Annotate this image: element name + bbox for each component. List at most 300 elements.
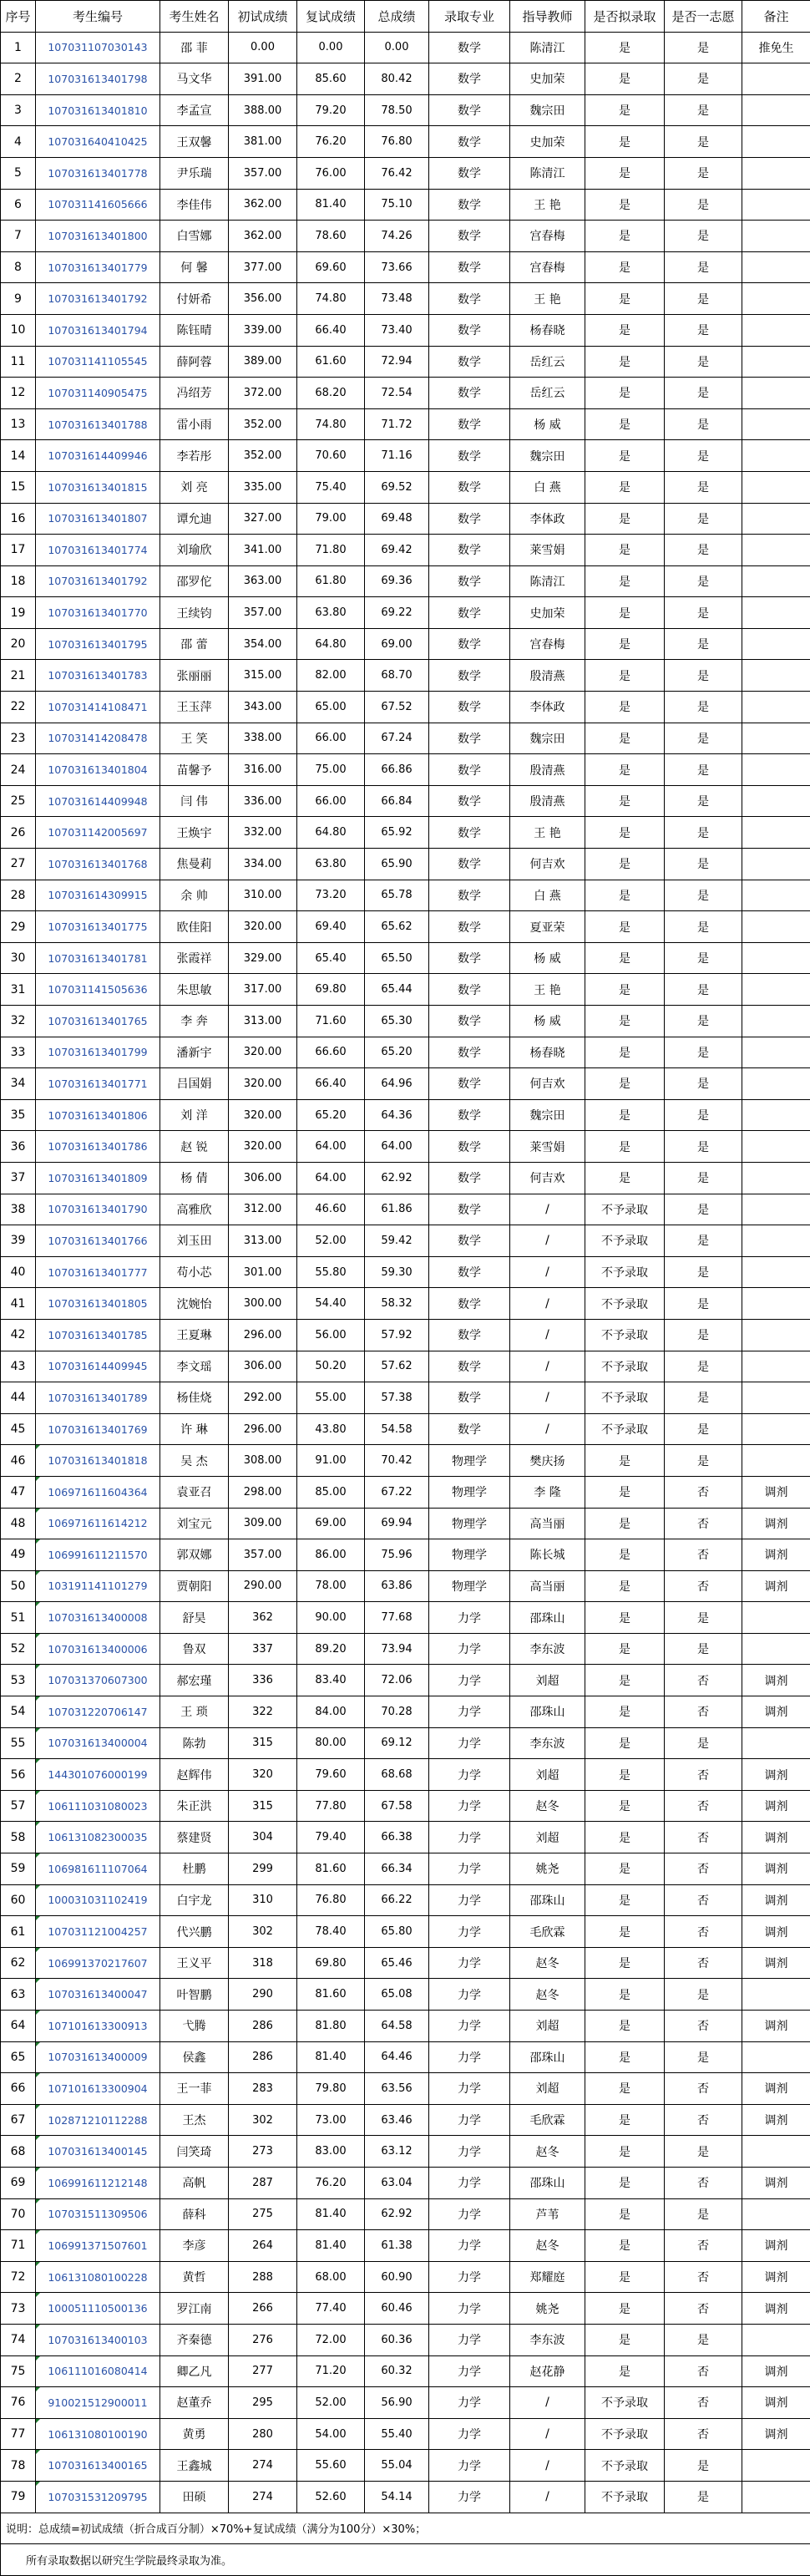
table-row (1, 628, 810, 660)
cell-first-choice: 是 (665, 1727, 742, 1759)
cell-candidate-name: 代兴鹏 (160, 1916, 229, 1948)
cell-advisor: / (510, 1413, 585, 1445)
cell-prelim-score: 295 (229, 2387, 297, 2419)
cell-remarks: 调剂 (742, 1570, 810, 1602)
cell-retest-score: 69.40 (297, 911, 365, 943)
cell-admitted: 是 (585, 660, 665, 692)
cell-retest-score: 91.00 (297, 1445, 365, 1477)
cell-remarks: 调剂 (742, 2011, 810, 2042)
cell-prelim-score: 315.00 (229, 660, 297, 692)
cell-candidate-id: 107031614409948 (36, 785, 160, 817)
table-row (1, 1068, 810, 1100)
cell-first-choice: 是 (665, 2198, 742, 2230)
cell-retest-score: 55.80 (297, 1256, 365, 1288)
cell-major: 数学 (429, 503, 510, 535)
cell-candidate-id: 107031613401809 (36, 1162, 160, 1194)
cell-remarks: 调剂 (742, 2355, 810, 2387)
cell-admitted: 是 (585, 2136, 665, 2168)
cell-major: 数学 (429, 1068, 510, 1100)
table-row (1, 1194, 810, 1225)
cell-prelim-score: 352.00 (229, 408, 297, 440)
cell-retest-score: 81.40 (297, 2198, 365, 2230)
cell-prelim-score: 302 (229, 1916, 297, 1948)
cell-prelim-score: 274 (229, 2481, 297, 2513)
cell-candidate-id: 107031613401795 (36, 628, 160, 660)
table-row (1, 2261, 810, 2293)
cell-total-score: 58.32 (365, 1288, 429, 1320)
cell-admitted: 是 (585, 2261, 665, 2293)
cell-first-choice: 是 (665, 1037, 742, 1068)
cell-candidate-id: 106991611212148 (36, 2167, 160, 2198)
cell-candidate-id: 107031613401810 (36, 94, 160, 126)
table-row (1, 785, 810, 817)
cell-prelim-score: 334.00 (229, 849, 297, 880)
cell-major: 力学 (429, 1979, 510, 2011)
table-row (1, 1696, 810, 1728)
cell-major: 力学 (429, 2355, 510, 2387)
cell-total-score: 55.40 (365, 2418, 429, 2450)
cell-advisor: 姚尧 (510, 1853, 585, 1885)
cell-candidate-name: 叶智鹏 (160, 1979, 229, 2011)
cell-candidate-name: 薛阿蓉 (160, 346, 229, 378)
cell-row-index: 27 (1, 849, 36, 880)
cell-advisor: 芦苇 (510, 2198, 585, 2230)
cell-advisor: 赵冬 (510, 1947, 585, 1979)
cell-prelim-score: 352.00 (229, 440, 297, 472)
table-row (1, 1822, 810, 1853)
cell-total-score: 72.94 (365, 346, 429, 378)
cell-advisor: 莱雪娟 (510, 1131, 585, 1163)
cell-row-index: 77 (1, 2418, 36, 2450)
cell-candidate-id: 107031370607300 (36, 1665, 160, 1696)
cell-first-choice: 是 (665, 471, 742, 503)
cell-row-index: 65 (1, 2041, 36, 2073)
table-row (1, 597, 810, 629)
cell-major: 力学 (429, 2041, 510, 2073)
cell-major: 数学 (429, 1037, 510, 1068)
table-row (1, 1790, 810, 1822)
table-row (1, 2041, 810, 2073)
cell-prelim-score: 389.00 (229, 346, 297, 378)
cell-total-score: 65.80 (365, 1916, 429, 1948)
cell-advisor: 白 燕 (510, 880, 585, 911)
cell-prelim-score: 275 (229, 2198, 297, 2230)
cell-total-score: 62.92 (365, 1162, 429, 1194)
table-row (1, 565, 810, 597)
cell-total-score: 60.46 (365, 2293, 429, 2325)
cell-prelim-score: 292.00 (229, 1382, 297, 1414)
cell-major: 数学 (429, 565, 510, 597)
cell-admitted: 是 (585, 1759, 665, 1791)
cell-total-score: 67.24 (365, 723, 429, 754)
footer-note-formula: 说明：总成绩=初试成绩（折合成百分制）×70%+复试成绩（满分为100分）×30%； (1, 2513, 810, 2544)
cell-major: 数学 (429, 408, 510, 440)
table-row (1, 1099, 810, 1131)
cell-retest-score: 69.80 (297, 1947, 365, 1979)
table-row (1, 2073, 810, 2105)
cell-candidate-name: 邵 菲 (160, 32, 229, 63)
cell-candidate-id: 107031414108471 (36, 692, 160, 723)
cell-admitted: 是 (585, 2011, 665, 2042)
cell-first-choice: 是 (665, 1131, 742, 1163)
table-row (1, 942, 810, 974)
cell-candidate-name: 苟小芯 (160, 1256, 229, 1288)
cell-remarks (742, 1256, 810, 1288)
cell-candidate-name: 苗馨予 (160, 754, 229, 786)
cell-retest-score: 64.00 (297, 1131, 365, 1163)
cell-prelim-score: 309.00 (229, 1508, 297, 1539)
cell-candidate-id: 107031613401765 (36, 1006, 160, 1037)
cell-total-score: 69.00 (365, 628, 429, 660)
cell-major: 数学 (429, 157, 510, 189)
cell-candidate-id: 107031531209795 (36, 2481, 160, 2513)
cell-advisor: / (510, 1256, 585, 1288)
cell-candidate-id: 107031613401794 (36, 314, 160, 346)
cell-candidate-name: 张霞祥 (160, 942, 229, 974)
cell-first-choice: 是 (665, 157, 742, 189)
cell-first-choice: 是 (665, 1319, 742, 1351)
cell-row-index: 19 (1, 597, 36, 629)
table-row (1, 1006, 810, 1037)
cell-prelim-score: 320 (229, 1759, 297, 1791)
cell-candidate-name: 沈婉怡 (160, 1288, 229, 1320)
cell-admitted: 是 (585, 911, 665, 943)
cell-prelim-score: 283 (229, 2073, 297, 2105)
cell-total-score: 71.72 (365, 408, 429, 440)
cell-major: 数学 (429, 378, 510, 409)
cell-prelim-score: 318 (229, 1947, 297, 1979)
cell-candidate-name: 王 琐 (160, 1696, 229, 1728)
cell-advisor: 高当丽 (510, 1508, 585, 1539)
table-row (1, 251, 810, 283)
cell-remarks (742, 378, 810, 409)
cell-total-score: 65.46 (365, 1947, 429, 1979)
cell-candidate-id: 107031613401768 (36, 849, 160, 880)
cell-row-index: 56 (1, 1759, 36, 1791)
cell-first-choice: 是 (665, 1099, 742, 1131)
cell-admitted: 是 (585, 2104, 665, 2136)
cell-candidate-id: 106991611211570 (36, 1539, 160, 1571)
cell-remarks (742, 1037, 810, 1068)
cell-first-choice: 否 (665, 1696, 742, 1728)
cell-remarks (742, 849, 810, 880)
cell-prelim-score: 335.00 (229, 471, 297, 503)
cell-major: 力学 (429, 1633, 510, 1665)
cell-admitted: 是 (585, 597, 665, 629)
cell-advisor: 刘超 (510, 1665, 585, 1696)
cell-remarks (742, 754, 810, 786)
cell-major: 力学 (429, 2230, 510, 2262)
cell-advisor: / (510, 2450, 585, 2482)
cell-major: 数学 (429, 974, 510, 1006)
cell-retest-score: 56.00 (297, 1319, 365, 1351)
cell-row-index: 58 (1, 1822, 36, 1853)
cell-row-index: 79 (1, 2481, 36, 2513)
cell-advisor: 何吉欢 (510, 1162, 585, 1194)
table-row (1, 471, 810, 503)
cell-remarks (742, 503, 810, 535)
cell-remarks: 调剂 (742, 1790, 810, 1822)
cell-row-index: 7 (1, 221, 36, 252)
cell-candidate-id: 106971611604364 (36, 1476, 160, 1508)
cell-remarks (742, 565, 810, 597)
cell-remarks (742, 63, 810, 95)
table-row (1, 1539, 810, 1571)
cell-candidate-id: 107031220706147 (36, 1696, 160, 1728)
cell-major: 数学 (429, 1006, 510, 1037)
cell-candidate-id: 107031613401798 (36, 63, 160, 95)
cell-prelim-score: 317.00 (229, 974, 297, 1006)
cell-total-score: 73.66 (365, 251, 429, 283)
cell-major: 数学 (429, 942, 510, 974)
cell-major: 数学 (429, 1288, 510, 1320)
cell-prelim-score: 290 (229, 1979, 297, 2011)
cell-row-index: 60 (1, 1884, 36, 1916)
cell-advisor: / (510, 2418, 585, 2450)
cell-major: 力学 (429, 1822, 510, 1853)
cell-admitted: 不予录取 (585, 2418, 665, 2450)
cell-candidate-name: 弋腾 (160, 2011, 229, 2042)
cell-candidate-name: 冯绍芳 (160, 378, 229, 409)
cell-candidate-id: 107031142005697 (36, 817, 160, 849)
cell-total-score: 76.80 (365, 126, 429, 158)
cell-advisor: 宫春梅 (510, 251, 585, 283)
cell-row-index: 38 (1, 1194, 36, 1225)
cell-retest-score: 65.00 (297, 692, 365, 723)
cell-advisor: 杨春晓 (510, 314, 585, 346)
cell-candidate-name: 赵董乔 (160, 2387, 229, 2419)
cell-candidate-name: 刘宝元 (160, 1508, 229, 1539)
cell-candidate-name: 欧佳阳 (160, 911, 229, 943)
cell-advisor: 陈清江 (510, 32, 585, 63)
cell-prelim-score: 288 (229, 2261, 297, 2293)
cell-row-index: 57 (1, 1790, 36, 1822)
cell-remarks: 调剂 (742, 2293, 810, 2325)
cell-remarks (742, 723, 810, 754)
cell-remarks: 调剂 (742, 1539, 810, 1571)
cell-row-index: 68 (1, 2136, 36, 2168)
cell-candidate-name: 王焕宇 (160, 817, 229, 849)
cell-remarks (742, 2450, 810, 2482)
cell-major: 数学 (429, 1382, 510, 1414)
cell-advisor: 毛欣霖 (510, 1916, 585, 1948)
cell-remarks (742, 1727, 810, 1759)
table-row (1, 63, 810, 95)
cell-row-index: 64 (1, 2011, 36, 2042)
cell-major: 数学 (429, 126, 510, 158)
table-row (1, 849, 810, 880)
cell-major: 数学 (429, 1099, 510, 1131)
cell-prelim-score: 306.00 (229, 1162, 297, 1194)
table-row (1, 32, 810, 63)
cell-candidate-name: 刘 亮 (160, 471, 229, 503)
cell-first-choice: 是 (665, 1288, 742, 1320)
cell-candidate-id: 107031613400103 (36, 2324, 160, 2355)
cell-admitted: 是 (585, 535, 665, 566)
cell-candidate-name: 卿乙凡 (160, 2355, 229, 2387)
cell-admitted: 不予录取 (585, 1225, 665, 1257)
cell-major: 数学 (429, 1256, 510, 1288)
col-header-admitted: 是否拟录取 (585, 1, 665, 33)
cell-first-choice: 是 (665, 1382, 742, 1414)
cell-row-index: 49 (1, 1539, 36, 1571)
cell-first-choice: 是 (665, 251, 742, 283)
cell-major: 数学 (429, 849, 510, 880)
cell-admitted: 是 (585, 126, 665, 158)
cell-candidate-name: 李文瑶 (160, 1351, 229, 1382)
cell-major: 数学 (429, 1194, 510, 1225)
cell-total-score: 65.92 (365, 817, 429, 849)
cell-first-choice: 是 (665, 2481, 742, 2513)
cell-total-score: 63.04 (365, 2167, 429, 2198)
cell-retest-score: 85.00 (297, 1476, 365, 1508)
cell-total-score: 68.68 (365, 1759, 429, 1791)
table-row (1, 2450, 810, 2482)
cell-total-score: 69.22 (365, 597, 429, 629)
cell-major: 力学 (429, 2261, 510, 2293)
cell-total-score: 64.46 (365, 2041, 429, 2073)
cell-total-score: 80.42 (365, 63, 429, 95)
table-row (1, 1979, 810, 2011)
cell-remarks: 调剂 (742, 2418, 810, 2450)
cell-advisor: 李体政 (510, 503, 585, 535)
cell-major: 力学 (429, 1665, 510, 1696)
cell-candidate-id: 107031613400004 (36, 1727, 160, 1759)
cell-remarks (742, 408, 810, 440)
cell-advisor: 赵冬 (510, 2230, 585, 2262)
cell-remarks (742, 1131, 810, 1163)
cell-retest-score: 81.60 (297, 1853, 365, 1885)
col-header-name: 考生姓名 (160, 1, 229, 33)
cell-first-choice: 是 (665, 1413, 742, 1445)
cell-prelim-score: 357.00 (229, 157, 297, 189)
cell-candidate-id: 106991371507601 (36, 2230, 160, 2262)
cell-candidate-name: 谭允迪 (160, 503, 229, 535)
cell-advisor: 高当丽 (510, 1570, 585, 1602)
table-row (1, 2230, 810, 2262)
cell-admitted: 是 (585, 1979, 665, 2011)
cell-total-score: 69.36 (365, 565, 429, 597)
cell-retest-score: 61.80 (297, 565, 365, 597)
table-row (1, 2481, 810, 2513)
table-row (1, 1037, 810, 1068)
cell-total-score: 60.32 (365, 2355, 429, 2387)
cell-total-score: 69.42 (365, 535, 429, 566)
cell-candidate-id: 106131082300035 (36, 1822, 160, 1853)
cell-candidate-id: 107031613400008 (36, 1602, 160, 1634)
cell-retest-score: 76.00 (297, 157, 365, 189)
cell-remarks (742, 1068, 810, 1100)
cell-major: 力学 (429, 2481, 510, 2513)
cell-prelim-score: 313.00 (229, 1225, 297, 1257)
cell-retest-score: 69.00 (297, 1508, 365, 1539)
cell-first-choice: 是 (665, 2324, 742, 2355)
header-row (1, 1, 810, 33)
cell-first-choice: 否 (665, 1916, 742, 1948)
cell-retest-score: 70.60 (297, 440, 365, 472)
cell-row-index: 26 (1, 817, 36, 849)
cell-retest-score: 68.00 (297, 2261, 365, 2293)
cell-total-score: 57.92 (365, 1319, 429, 1351)
cell-admitted: 是 (585, 1006, 665, 1037)
cell-candidate-name: 李彦 (160, 2230, 229, 2262)
cell-row-index: 72 (1, 2261, 36, 2293)
cell-row-index: 1 (1, 32, 36, 63)
cell-major: 力学 (429, 2104, 510, 2136)
cell-prelim-score: 356.00 (229, 283, 297, 315)
cell-candidate-name: 刘玉田 (160, 1225, 229, 1257)
cell-major: 力学 (429, 1759, 510, 1791)
cell-advisor: 杨春晓 (510, 1037, 585, 1068)
cell-row-index: 69 (1, 2167, 36, 2198)
cell-remarks (742, 1602, 810, 1634)
cell-retest-score: 50.20 (297, 1351, 365, 1382)
cell-advisor: 李体政 (510, 692, 585, 723)
cell-candidate-name: 张丽丽 (160, 660, 229, 692)
cell-remarks (742, 157, 810, 189)
cell-advisor: 陈清江 (510, 157, 585, 189)
cell-admitted: 是 (585, 1853, 665, 1885)
cell-row-index: 74 (1, 2324, 36, 2355)
cell-major: 数学 (429, 63, 510, 95)
cell-advisor: 殷清燕 (510, 785, 585, 817)
table-row (1, 2418, 810, 2450)
cell-total-score: 74.26 (365, 221, 429, 252)
cell-total-score: 65.62 (365, 911, 429, 943)
cell-major: 力学 (429, 2387, 510, 2419)
cell-remarks (742, 1633, 810, 1665)
cell-row-index: 34 (1, 1068, 36, 1100)
cell-first-choice: 是 (665, 346, 742, 378)
cell-retest-score: 89.20 (297, 1633, 365, 1665)
cell-remarks: 调剂 (742, 2261, 810, 2293)
table-row (1, 2104, 810, 2136)
cell-admitted: 不予录取 (585, 1288, 665, 1320)
cell-major: 数学 (429, 314, 510, 346)
cell-candidate-id: 103191141101279 (36, 1570, 160, 1602)
cell-candidate-id: 910021512900011 (36, 2387, 160, 2419)
cell-candidate-id: 107031614409945 (36, 1351, 160, 1382)
cell-retest-score: 81.80 (297, 2011, 365, 2042)
cell-prelim-score: 336.00 (229, 785, 297, 817)
cell-first-choice: 是 (665, 314, 742, 346)
cell-first-choice: 是 (665, 1256, 742, 1288)
cell-candidate-id: 107031613400047 (36, 1979, 160, 2011)
cell-admitted: 是 (585, 754, 665, 786)
cell-advisor: 王 艳 (510, 974, 585, 1006)
cell-retest-score: 55.60 (297, 2450, 365, 2482)
cell-major: 力学 (429, 2450, 510, 2482)
cell-first-choice: 是 (665, 408, 742, 440)
cell-first-choice: 否 (665, 2387, 742, 2419)
cell-advisor: 邵珠山 (510, 1696, 585, 1728)
cell-prelim-score: 391.00 (229, 63, 297, 95)
table-row (1, 911, 810, 943)
cell-total-score: 72.54 (365, 378, 429, 409)
cell-row-index: 76 (1, 2387, 36, 2419)
cell-admitted: 是 (585, 2355, 665, 2387)
cell-candidate-id: 107031613401806 (36, 1099, 160, 1131)
cell-total-score: 66.38 (365, 1822, 429, 1853)
cell-advisor: 宫春梅 (510, 221, 585, 252)
cell-retest-score: 74.80 (297, 283, 365, 315)
cell-retest-score: 66.40 (297, 1068, 365, 1100)
cell-major: 力学 (429, 1790, 510, 1822)
cell-candidate-name: 罗江南 (160, 2293, 229, 2325)
table-row (1, 1727, 810, 1759)
cell-major: 力学 (429, 1947, 510, 1979)
cell-row-index: 31 (1, 974, 36, 1006)
